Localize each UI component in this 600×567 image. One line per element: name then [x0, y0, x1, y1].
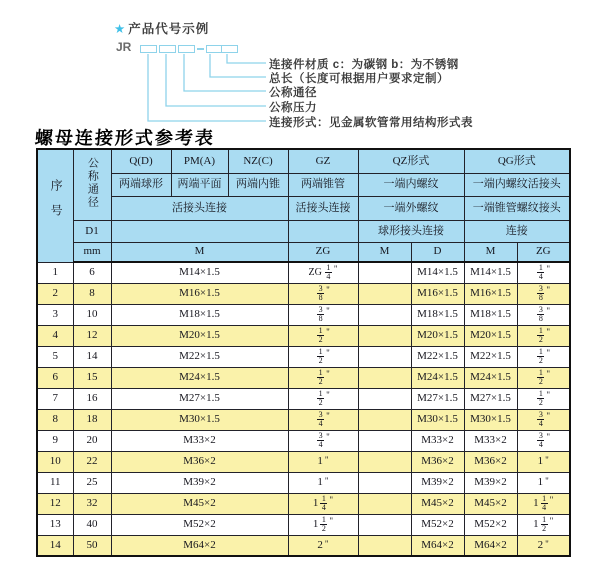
qz-d-cell: M36×2 [411, 451, 464, 472]
table-row [37, 283, 570, 304]
table-row [37, 409, 570, 430]
header-gz-desc: 两端锥管 [288, 173, 358, 196]
seq-cell: 12 [37, 493, 73, 514]
table-title: 螺母连接形式参考表 [34, 128, 216, 149]
diagram-label-pressure: 公称压力 [269, 102, 317, 114]
header-gz-code: GZ [288, 149, 358, 173]
qz-m-cell [358, 409, 411, 430]
m-thread-cell: M64×2 [111, 535, 288, 556]
qg-m-cell: M18×1.5 [464, 304, 517, 325]
qg-m-cell: M14×1.5 [464, 262, 517, 283]
diagram-label-diameter: 公称通径 [269, 87, 317, 99]
header-qg-row4: 连接 [464, 220, 570, 242]
qg-m-cell: M39×2 [464, 472, 517, 493]
m-thread-cell: M27×1.5 [111, 388, 288, 409]
qz-m-cell [358, 514, 411, 535]
diagram-label-length: 总长（长度可根据用户要求定制） [269, 73, 449, 85]
seq-cell: 7 [37, 388, 73, 409]
qz-m-cell [358, 262, 411, 283]
table-row [37, 535, 570, 556]
header-qz-row2: 一端内螺纹 [358, 173, 464, 196]
header-qz-d: D [411, 242, 464, 262]
qg-m-cell: M33×2 [464, 430, 517, 451]
header-qg-code: QG形式 [464, 149, 570, 173]
dn-cell: 12 [73, 325, 111, 346]
table-row [37, 451, 570, 472]
seq-cell: 8 [37, 409, 73, 430]
header-qg-row3: 一端锥管螺纹接头 [464, 196, 570, 220]
table-row [37, 388, 570, 409]
m-thread-cell: M30×1.5 [111, 409, 288, 430]
table-row [37, 262, 570, 283]
qg-m-cell: M45×2 [464, 493, 517, 514]
dn-cell: 8 [73, 283, 111, 304]
header-qz-m: M [358, 242, 411, 262]
m-thread-cell: M39×2 [111, 472, 288, 493]
gz-size-cell: 1 $\frac{1}{2}$ " [288, 514, 358, 535]
qz-d-cell: M14×1.5 [411, 262, 464, 283]
diagram-heading-text: 产品代号示例 [128, 22, 210, 36]
qz-d-cell: M64×2 [411, 535, 464, 556]
header-nz-desc: 两端内锥 [228, 173, 288, 196]
header-qg-m: M [464, 242, 517, 262]
table-row [37, 493, 570, 514]
gz-size-cell: ZG $\frac{1}{4}$ " [288, 262, 358, 283]
seq-cell: 3 [37, 304, 73, 325]
dn-cell: 50 [73, 535, 111, 556]
dn-cell: 18 [73, 409, 111, 430]
m-thread-cell: M22×1.5 [111, 346, 288, 367]
qg-zg-cell: $\frac{1}{2}$ " [517, 325, 570, 346]
product-code-diagram [0, 0, 600, 142]
gz-size-cell: 1 " [288, 472, 358, 493]
diagram-label-connection: 连接形式：见金属软管常用结构形式表 [269, 117, 473, 129]
table-row [37, 304, 570, 325]
dn-cell: 10 [73, 304, 111, 325]
product-code-prefix: JR [116, 40, 132, 54]
seq-cell: 2 [37, 283, 73, 304]
header-qg-row2: 一端内螺纹活接头 [464, 173, 570, 196]
seq-cell: 11 [37, 472, 73, 493]
qz-d-cell: M22×1.5 [411, 346, 464, 367]
qz-m-cell [358, 304, 411, 325]
seq-cell: 1 [37, 262, 73, 283]
header-nz-code: NZ(C) [228, 149, 288, 173]
code-dash [197, 48, 204, 50]
seq-cell: 9 [37, 430, 73, 451]
dn-cell: 25 [73, 472, 111, 493]
header-seq [37, 149, 73, 262]
qz-m-cell [358, 346, 411, 367]
header-qg-zg: ZG [517, 242, 570, 262]
seq-cell: 5 [37, 346, 73, 367]
code-box-2 [159, 45, 176, 53]
qz-m-cell [358, 388, 411, 409]
qz-d-cell: M30×1.5 [411, 409, 464, 430]
qz-d-cell: M16×1.5 [411, 283, 464, 304]
header-pm-code: PM(A) [171, 149, 228, 173]
gz-size-cell: $\frac{1}{2}$ " [288, 388, 358, 409]
header-pm-desc: 两端平面 [171, 173, 228, 196]
qg-m-cell: M64×2 [464, 535, 517, 556]
header-qz-code: QZ形式 [358, 149, 464, 173]
table-row [37, 514, 570, 535]
table-row [37, 472, 570, 493]
qg-m-cell: M27×1.5 [464, 388, 517, 409]
qg-zg-cell: $\frac{1}{2}$ " [517, 346, 570, 367]
qg-zg-cell: $\frac{1}{2}$ " [517, 388, 570, 409]
header-blank-qpn [111, 220, 288, 242]
qg-zg-cell: $\frac{3}{8}$ " [517, 304, 570, 325]
table-row [37, 367, 570, 388]
qg-m-cell: M36×2 [464, 451, 517, 472]
qg-zg-cell: 1 " [517, 451, 570, 472]
m-thread-cell: M52×2 [111, 514, 288, 535]
m-thread-cell: M45×2 [111, 493, 288, 514]
qg-zg-cell: 1 " [517, 472, 570, 493]
qg-m-cell: M24×1.5 [464, 367, 517, 388]
qz-d-cell: M33×2 [411, 430, 464, 451]
qz-d-cell: M45×2 [411, 493, 464, 514]
header-qpn-row5: M [111, 242, 288, 262]
header-gz-row3: 活接头连接 [288, 196, 358, 220]
qz-m-cell [358, 325, 411, 346]
seq-cell: 14 [37, 535, 73, 556]
header-qpn-row3: 活接头连接 [111, 196, 288, 220]
seq-cell: 13 [37, 514, 73, 535]
gz-size-cell: 1 $\frac{1}{4}$ " [288, 493, 358, 514]
seq-cell: 10 [37, 451, 73, 472]
gz-size-cell: 1 " [288, 451, 358, 472]
m-thread-cell: M33×2 [111, 430, 288, 451]
m-thread-cell: M14×1.5 [111, 262, 288, 283]
header-dn [73, 149, 111, 220]
qg-zg-cell: $\frac{3}{4}$ " [517, 430, 570, 451]
dn-cell: 16 [73, 388, 111, 409]
gz-size-cell: $\frac{3}{4}$ " [288, 430, 358, 451]
diagram-heading [114, 19, 209, 37]
dn-cell: 40 [73, 514, 111, 535]
table-row [37, 346, 570, 367]
qz-m-cell [358, 535, 411, 556]
gz-size-cell: $\frac{1}{2}$ " [288, 325, 358, 346]
dn-cell: 6 [73, 262, 111, 283]
dn-cell: 20 [73, 430, 111, 451]
m-thread-cell: M24×1.5 [111, 367, 288, 388]
m-thread-cell: M18×1.5 [111, 304, 288, 325]
gz-size-cell: $\frac{1}{2}$ " [288, 346, 358, 367]
header-seq-text: 序号 [49, 178, 64, 229]
dn-cell: 14 [73, 346, 111, 367]
qg-zg-cell: $\frac{1}{4}$ " [517, 262, 570, 283]
qg-zg-cell: 2 " [517, 535, 570, 556]
m-thread-cell: M20×1.5 [111, 325, 288, 346]
header-q-code: Q(D) [111, 149, 171, 173]
nut-connection-reference-table [36, 148, 571, 557]
code-box-3 [178, 45, 195, 53]
qz-m-cell [358, 472, 411, 493]
header-qz-row3: 一端外螺纹 [358, 196, 464, 220]
gz-size-cell: $\frac{3}{8}$ " [288, 283, 358, 304]
code-box-5 [221, 45, 238, 53]
code-box-1 [140, 45, 157, 53]
dn-cell: 32 [73, 493, 111, 514]
qg-zg-cell: $\frac{3}{8}$ " [517, 283, 570, 304]
qz-m-cell [358, 283, 411, 304]
gz-size-cell: $\frac{3}{4}$ " [288, 409, 358, 430]
gz-size-cell: $\frac{1}{2}$ " [288, 367, 358, 388]
qg-m-cell: M20×1.5 [464, 325, 517, 346]
qg-zg-cell: 1 $\frac{1}{4}$ " [517, 493, 570, 514]
qz-d-cell: M20×1.5 [411, 325, 464, 346]
header-blank-gz [288, 220, 358, 242]
qg-zg-cell: $\frac{3}{4}$ " [517, 409, 570, 430]
qg-m-cell: M30×1.5 [464, 409, 517, 430]
m-thread-cell: M16×1.5 [111, 283, 288, 304]
qz-d-cell: M24×1.5 [411, 367, 464, 388]
gz-size-cell: $\frac{3}{8}$ " [288, 304, 358, 325]
header-q-desc: 两端球形 [111, 173, 171, 196]
header-qz-row4: 球形接头连接 [358, 220, 464, 242]
qz-m-cell [358, 451, 411, 472]
qz-d-cell: M52×2 [411, 514, 464, 535]
header-d1: D1 [73, 220, 111, 242]
header-gz-row5: ZG [288, 242, 358, 262]
gz-size-cell: 2 " [288, 535, 358, 556]
seq-cell: 4 [37, 325, 73, 346]
qg-m-cell: M16×1.5 [464, 283, 517, 304]
qg-m-cell: M22×1.5 [464, 346, 517, 367]
header-mm: mm [73, 242, 111, 262]
qz-d-cell: M27×1.5 [411, 388, 464, 409]
qz-m-cell [358, 430, 411, 451]
dn-cell: 22 [73, 451, 111, 472]
qg-zg-cell: 1 $\frac{1}{2}$ " [517, 514, 570, 535]
qz-d-cell: M39×2 [411, 472, 464, 493]
header-dn-text: 公称通径 [86, 156, 99, 209]
m-thread-cell: M36×2 [111, 451, 288, 472]
star-icon: ★ [114, 22, 127, 36]
table-row [37, 430, 570, 451]
seq-cell: 6 [37, 367, 73, 388]
dn-cell: 15 [73, 367, 111, 388]
qz-d-cell: M18×1.5 [411, 304, 464, 325]
diagram-label-material: 连接件材质 c：为碳钢 b：为不锈钢 [269, 59, 459, 71]
qz-m-cell [358, 493, 411, 514]
table-row [37, 325, 570, 346]
qz-m-cell [358, 367, 411, 388]
qg-zg-cell: $\frac{1}{2}$ " [517, 367, 570, 388]
qg-m-cell: M52×2 [464, 514, 517, 535]
